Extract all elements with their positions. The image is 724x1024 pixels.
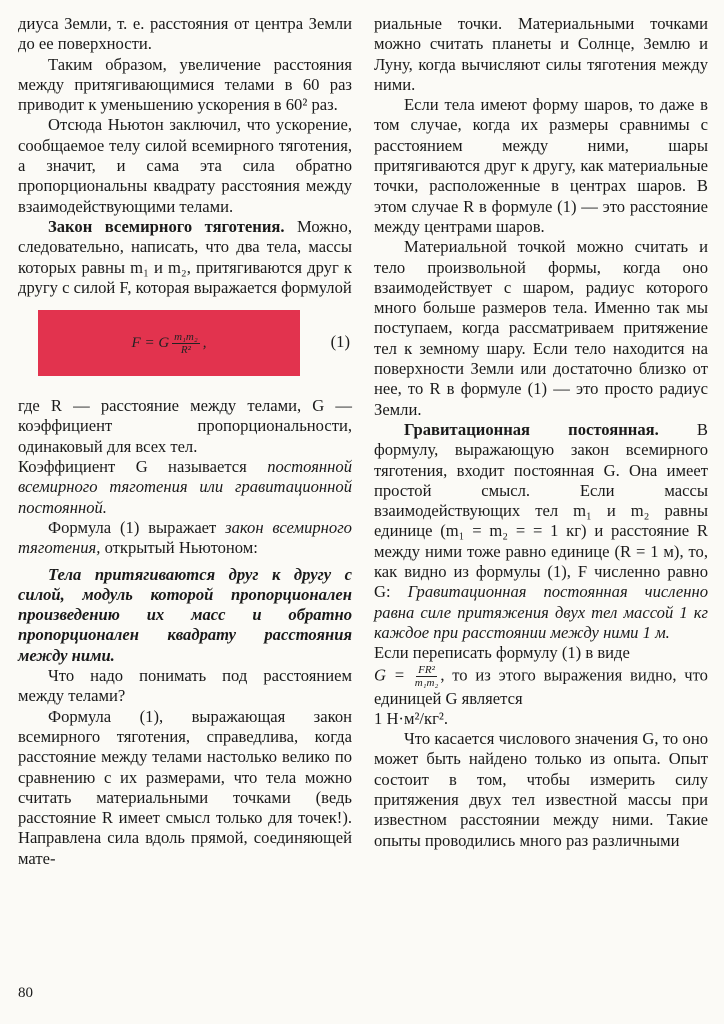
unit-line: 1 Н·м²/кг². — [374, 708, 449, 728]
paragraph: Закон всемирного тяготения. Можно, следовательно, написать, что два тела, массы которых равны m₁ и m₂, притягиваются друг к другу с силой F, которая выражается формулой — [18, 216, 352, 297]
paragraph: Формула (1) выражает закон всемирного тяготения, открытый Ньютоном: — [18, 517, 352, 558]
paragraph: Если тела имеют форму шаров, то даже в том случае, когда их размеры сравнимы с расстоянием между ними, шары притягиваются друг к другу, как материальные точки, расположенные в центрах шаров. В этом случае R в формуле (1) — это расстояние между центрами шаров. — [374, 95, 708, 236]
paragraph: Материальной точкой можно считать и тело произвольной формы, когда оно взаимодействует с шаром, радиус которого много больше размеров тела. Именно так мы поступаем, когда рассматриваем притяжение тел к земному шару. Если тело находится на поверхности Земли или достаточно близко от нее, то R в формуле (1) — это просто радиус Земли. — [374, 237, 708, 419]
g-formula-lhs: G = — [374, 664, 405, 684]
page-number: 80 — [18, 985, 33, 1001]
paragraph: Что надо понимать под расстоянием между телами? — [18, 666, 352, 706]
formula-lhs: F = G — [131, 335, 170, 351]
formula-highlight — [38, 310, 300, 376]
formula-denominator: R² — [180, 343, 191, 356]
section-heading: Гравитационная постоянная. — [404, 419, 659, 439]
section-heading: Закон всемирного тяготения. — [48, 216, 285, 236]
formula-numerator: m₁m₂ — [174, 330, 198, 343]
paragraph: Что касается числового значения G, то оно может быть найдено только из опыта. Опыт состоит в том, чтобы измерить силу притяжения двух тел известной массы при известном расстоянии между ними. Такие опыты проводились много раз различными — [374, 729, 708, 850]
paragraph: где R — расстояние между телами, G — коэффициент пропорциональности, одинаковый для всех тел. — [18, 396, 352, 456]
left-column — [18, 14, 352, 869]
formula-block — [18, 310, 352, 386]
g-formula-denominator: m₁m₂ — [414, 676, 439, 689]
paragraph: диуса Земли, т. е. расстояния от центра Земли до ее поверхности. — [18, 14, 352, 54]
paragraph: Отсюда Ньютон заключил, что ускорение, сообщаемое телу силой всемирного тяготения, а значит, и сама эта сила обратно пропорциональны квадрату расстояния между взаимодействующими телами. — [18, 115, 352, 216]
paragraph: Коэффициент G называется постоянной всемирного тяготения или гравитационной постоянной. — [18, 457, 352, 517]
formula-number: (1) — [330, 332, 350, 352]
paragraph: риальные точки. Материальными точками можно считать планеты и Солнце, Землю и Луну, когда вычисляют силы тяготения между ними. — [374, 14, 708, 94]
g-formula-numerator: FR² — [418, 663, 435, 676]
paragraph: Формула (1), выражающая закон всемирного тяготения, справедлива, когда расстояние между телами настолько велико по сравнению с их размерами, что тела можно считать материальными точками (ведь расстояние R имеет смысл только для точек!). Направлена сила вдоль прямой, соединяющей мате- — [18, 706, 352, 868]
paragraph: Гравитационная постоянная. В формулу, выражающую закон всемирного тяготения, входит постоянная G. Она имеет простой смысл. Если массы взаимодействующих тел m₁ и m₂ равны единице (m₁ = m₂ = = 1 кг) и расстояние R между ними тоже равно единице (R = 1 м), то, как видно из формулы (1), F численно равно G: Гравитационная постоянная численно равна силе притяжения двух тел массой 1 кг каждое при расстоянии между ними 1 м. — [374, 419, 709, 642]
law-statement: Тела притягиваются друг к другу с силой, модуль которой пропорционален произведению их масс и обратно пропорционален квадрату расстояния между ними. — [18, 564, 352, 665]
formula-fraction — [172, 331, 200, 356]
right-column — [374, 14, 708, 851]
paragraph: Таким образом, увеличение расстояния между притягивающимися телами в 60 раз приводит к уменьшению ускорения в 60² раз. — [18, 54, 352, 115]
formula-tail: , — [202, 335, 207, 351]
paragraph: G = $\frac{\text{FR²}}{\text{m₁m₂}}$ , то из этого выражения видно, что единицей G является — [374, 663, 708, 708]
g-formula-fraction — [415, 664, 439, 689]
paragraph: Если переписать формулу (1) в виде — [374, 643, 630, 663]
